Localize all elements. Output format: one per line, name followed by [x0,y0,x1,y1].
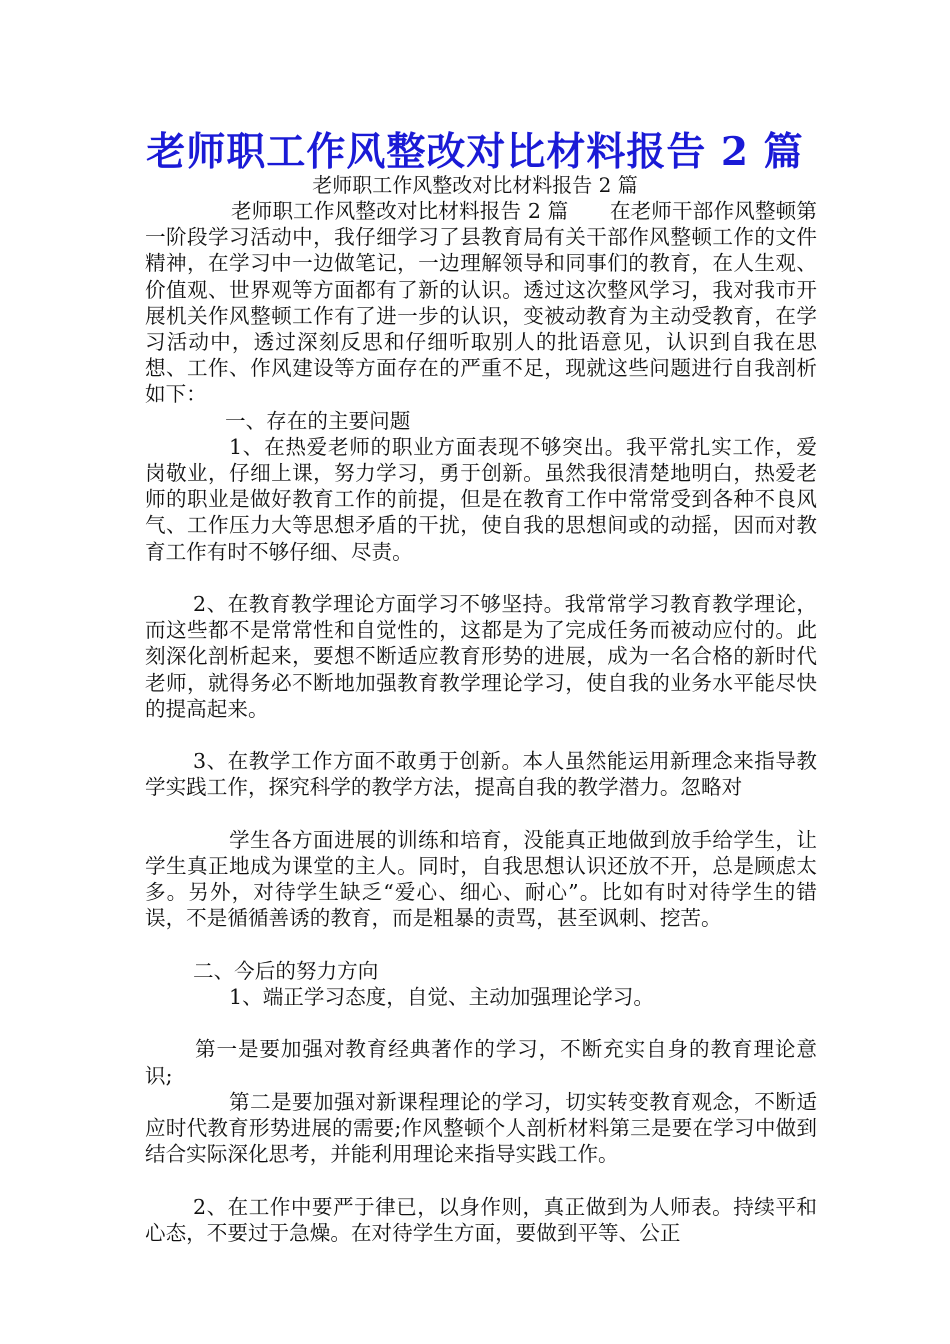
section-heading-directions: 二、今后的努力方向 [193,958,379,983]
problem-3-continued-paragraph: 学生各方面进展的训练和培育，没能真正地做到放手给学生，让学生真正地成为课堂的主人。同时，自我思想认识还放不开，总是顾虑太多。另外，对待学生缺乏“爱心、细心、耐心”。比如有时对待学生的错误，不是循循善诱的教育，而是粗暴的责骂，甚至讽刺、挖苦。 [145,827,817,931]
direction-1-second-point: 第二是要加强对新课程理论的学习，切实转变教育观念，不断适应时代教育形势进展的需要;作风整顿个人剖析材料第三是要在学习中做到结合实际深化思考，并能利用理论来指导实践工作。 [145,1089,817,1167]
problem-2-paragraph: 2、在教育教学理论方面学习不够坚持。我常常学习教育教学理论，而这些都不是常常性和自觉性的，这都是为了完成任务而被动应付的。此刻深化剖析起来，要想不断适应教育形势的进展，成为一名合格的新时代老师，就得务必不断地加强教育教学理论学习，使自我的业务水平能尽快的提高起来。 [145,592,817,721]
blank-line [145,565,817,591]
problem-3-paragraph: 3、在教学工作方面不敢勇于创新。本人虽然能运用新理念来指导教学实践工作，探究科学的教学方法，提高自我的教学潜力。忽略对 [145,749,817,800]
document-body [145,198,817,1246]
direction-2-paragraph: 2、在工作中要严于律已，以身作则，真正做到为人师表。持续平和心态，不要过于急燥。在对待学生方面，要做到平等、公正 [145,1194,817,1245]
intro-paragraph: 老师职工作风整改对比材料报告 2 篇 在老师干部作风整顿第一阶段学习活动中，我仔细学习了县教育局有关干部作风整顿工作的文件精神，在学习中一边做笔记，一边理解领导和同事们的教育，在人生观、价值观、世界观等方面都有了新的认识。透过这次整风学习，我对我市开展机关作风整顿工作有了进一步的认识，变被动教育为主动受教育，在学习活动中，透过深刻反思和仔细听取别人的批语意见，认识到自我在思想、工作、作风建设等方面存在的严重不足，现就这些问题进行自我剖析如下： [145,199,817,407]
blank-line [145,722,817,748]
document-subtitle: 老师职工作风整改对比材料报告 2 篇 [312,173,638,197]
blank-line [145,1167,817,1193]
blank-line [145,1010,817,1036]
direction-1-paragraph: 1、端正学习态度，自觉、主动加强理论学习。 [229,985,654,1010]
section-heading-problems: 一、存在的主要问题 [225,408,411,433]
problem-1-paragraph: 1、在热爱老师的职业方面表现不够突出。我平常扎实工作，爱岗敬业，仔细上课，努力学习，勇于创新。虽然我很清楚地明白，热爱老师的职业是做好教育工作的前提，但是在教育工作中常常受到各种不良风气、工作压力大等思想矛盾的干扰，使自我的思想间或的动摇，因而对教育工作有时不够仔细、尽责。 [145,434,817,564]
blank-line [145,932,817,958]
document-title: 老师职工作风整改对比材料报告 2 篇 [146,129,804,175]
blank-line [145,801,817,827]
direction-1-first-point: 第一是要加强对教育经典著作的学习，不断充实自身的教育理论意识; [145,1037,817,1088]
